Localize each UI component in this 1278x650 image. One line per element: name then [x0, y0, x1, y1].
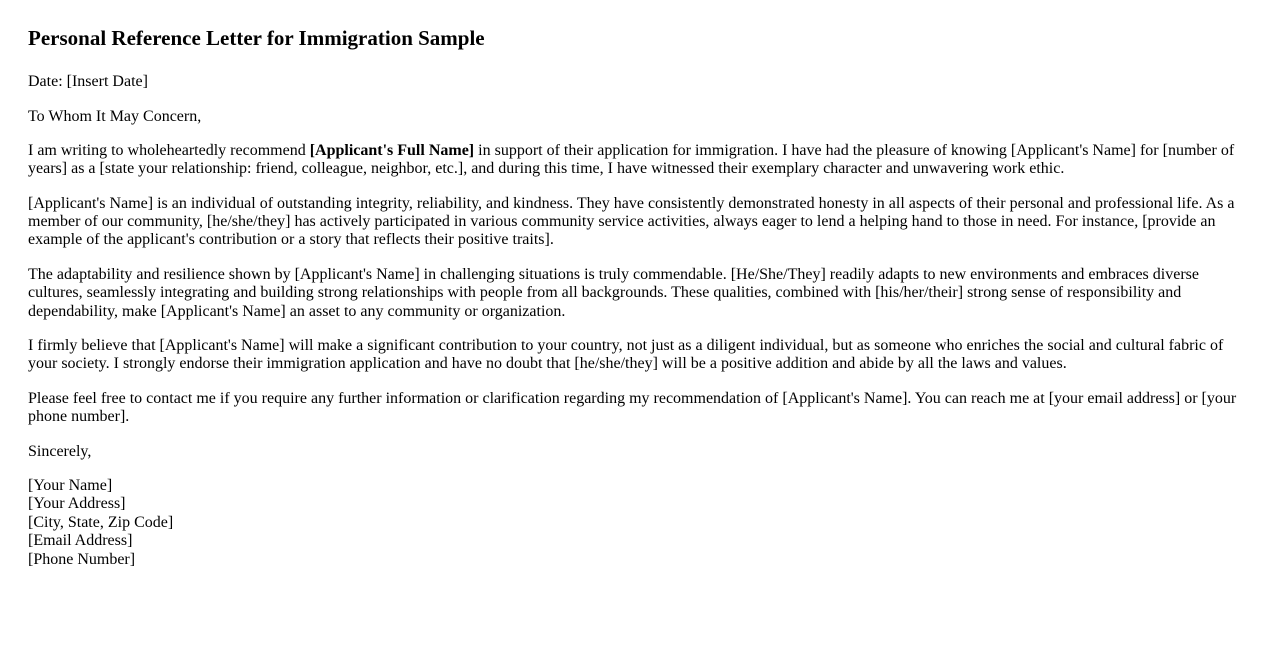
- paragraph-adaptability: The adaptability and resilience shown by [Applicant's Name] in challenging situations is truly commendable. [He/She/They] readily adapts to new environments and embraces diverse cultures, seamlessly integrating and building strong relationships with people from all backgrounds. These qualities, combined with [his/her/their] strong sense of responsibility and dependability, make [Applicant's Name] an asset to any community or organization.: [28, 265, 1199, 320]
- closing: Sincerely,: [28, 442, 92, 460]
- signature-your-address: [Your Address]: [28, 495, 126, 513]
- signature-phone-number: [Phone Number]: [28, 550, 136, 568]
- signature-email-address: [Email Address]: [28, 532, 133, 550]
- page-title: Personal Reference Letter for Immigration Sample: [28, 26, 485, 50]
- paragraph-contact: Please feel free to contact me if you require any further information or clarification regarding my recommendation of [Applicant's Name]. You can reach me at [your email address] or [your phone number].: [28, 389, 1237, 426]
- intro-text-after: in support of their application for immigration. I have had the pleasure of knowing [Applicant's Name] for [number of years] as a [state your relationship: friend, colleague, neighbor, etc.], and during this time, I have witnessed their exemplary character and unwavering work ethic.: [28, 141, 1235, 178]
- paragraph-character: [Applicant's Name] is an individual of outstanding integrity, reliability, and kindness. They have consistently demonstrated honesty in all aspects of their personal and professional life. As a member of our community, [he/she/they] has actively participated in various community service activities, always eager to lend a helping hand to those in need. For instance, [provide an example of the applicant's contribution or a story that reflects their positive traits].: [28, 194, 1235, 249]
- paragraph-endorsement: I firmly believe that [Applicant's Name] will make a significant contribution to your country, not just as a diligent individual, but as someone who enriches the social and cultural fabric of your society. I strongly endorse their immigration application and have no doubt that [he/she/they] will be a positive addition and abide by all the laws and values.: [28, 337, 1224, 373]
- salutation: To Whom It May Concern,: [28, 107, 202, 125]
- date-line: Date: [Insert Date]: [28, 73, 148, 91]
- intro-text-before: I am writing to wholeheartedly recommend: [28, 141, 310, 159]
- signature-city-state-zip: [City, State, Zip Code]: [28, 513, 174, 531]
- signature-block: [28, 477, 1237, 569]
- signature-your-name: [Your Name]: [28, 477, 113, 494]
- paragraph-introduction: [28, 142, 1237, 179]
- applicant-full-name-bold: [Applicant's Full Name]: [309, 141, 475, 159]
